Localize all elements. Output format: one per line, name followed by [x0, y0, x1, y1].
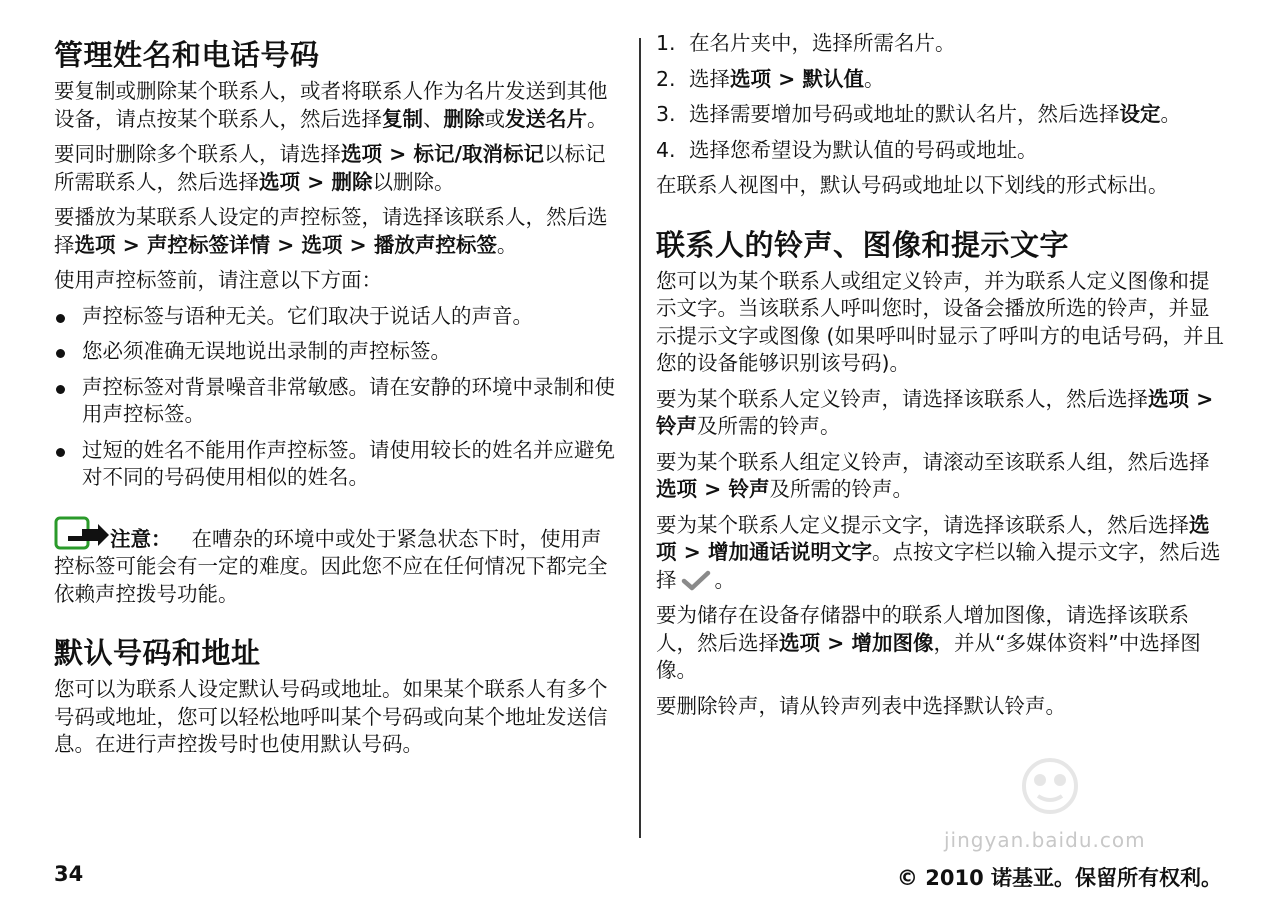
note-label: 注意：	[110, 526, 172, 551]
heading-ringtones-images: 联系人的铃声、图像和提示文字	[656, 227, 1070, 262]
para-contact-ringtone: 要为某个联系人定义铃声，请选择该联系人，然后选择选项 > 铃声及所需的铃声。	[656, 386, 1214, 438]
list-item: 声控标签对背景噪音非常敏感。请在安静的环境中录制和使用声控标签。	[54, 374, 620, 429]
para-voice-tag-intro: 使用声控标签前，请注意以下方面：	[54, 268, 382, 292]
para-delete-multiple: 要同时删除多个联系人，请选择选项 > 标记/取消标记以标记所需联系人，然后选择选项 > 删除以删除。	[54, 142, 606, 194]
watermark-text: jingyan.baidu.com	[944, 828, 1146, 852]
note-box	[54, 516, 620, 609]
list-item: 3. 选择需要增加号码或地址的默认名片，然后选择设定。	[656, 102, 1181, 126]
page-number: 34	[54, 862, 84, 886]
copyright-notice: © 2010 诺基亚。保留所有权利。	[896, 866, 1222, 890]
term-copy: 复制	[382, 106, 423, 131]
heading-default-numbers: 默认号码和地址	[54, 636, 261, 670]
list-item: 2. 选择选项 > 默认值。	[656, 66, 885, 91]
note-hand-icon	[54, 516, 110, 550]
list-item: 1. 在名片夹中，选择所需名片。	[656, 31, 956, 55]
list-item: 4. 选择您希望设为默认值的号码或地址。	[656, 137, 1038, 162]
right-column	[656, 30, 1228, 728]
bullet-icon	[56, 448, 65, 457]
para-ringtones-intro: 您可以为某个联系人或组定义铃声，并为联系人定义图像和提示文字。当该联系人呼叫您时，设备会播放所选的铃声，并显示提示文字或图像 (如果呼叫时显示了呼叫方的电话号码，并且您的设备能够识别该号码)。	[656, 268, 1225, 375]
note-text: 在嘈杂的环境中或处于紧急状态下时，使用声控标签可能会有一定的难度。因此您不应在任何情况下都完全依赖声控拨号功能。	[54, 526, 608, 606]
default-steps-list	[656, 30, 1228, 164]
para-underline-note: 在联系人视图中，默认号码或地址以下划线的形式标出。	[656, 173, 1169, 197]
para-remove-ringtone: 要删除铃声，请从铃声列表中选择默认铃声。	[656, 693, 1066, 718]
term-send-card: 发送名片	[505, 106, 587, 131]
bullet-icon	[56, 349, 65, 358]
para-play-voice-tag: 要播放为某联系人设定的声控标签，请选择该联系人，然后选择选项 > 声控标签详情 > 选项 > 播放声控标签。	[54, 205, 608, 257]
para-group-ringtone: 要为某个联系人组定义铃声，请滚动至该联系人组，然后选择选项 > 铃声及所需的铃声。	[656, 449, 1210, 501]
list-item: 声控标签与语种无关。它们取决于说话人的声音。	[54, 303, 620, 331]
list-item: 过短的姓名不能用作声控标签。请使用较长的姓名并应避免对不同的号码使用相似的姓名。	[54, 437, 620, 492]
bullet-icon	[56, 314, 65, 323]
para-default-numbers: 您可以为联系人设定默认号码或地址。如果某个联系人有多个号码或地址，您可以轻松地呼叫某个号码或向某个地址发送信息。在进行声控拨号时也使用默认号码。	[54, 677, 608, 756]
heading-manage-names: 管理姓名和电话号码	[54, 38, 320, 72]
para-add-image: 要为储存在设备存储器中的联系人增加图像，请选择该联系人，然后选择选项 > 增加图像，并从“多媒体资料”中选择图像。	[656, 603, 1201, 682]
para-copy-delete: 要复制或删除某个联系人，或者将联系人作为名片发送到其他设备，请点按某个联系人，然后选择复制、删除或发送名片。	[54, 79, 608, 131]
term-delete: 删除	[443, 106, 485, 131]
list-item: 您必须准确无误地说出录制的声控标签。	[54, 338, 620, 366]
para-call-text: 要为某个联系人定义提示文字，请选择该联系人，然后选择选项 > 增加通话说明文字。点按文字栏以输入提示文字，然后选择 。	[656, 512, 1221, 592]
left-column	[54, 30, 620, 767]
voice-tag-list	[54, 303, 620, 492]
column-divider	[639, 38, 641, 838]
bullet-icon	[56, 385, 65, 394]
checkmark-icon	[681, 569, 711, 591]
